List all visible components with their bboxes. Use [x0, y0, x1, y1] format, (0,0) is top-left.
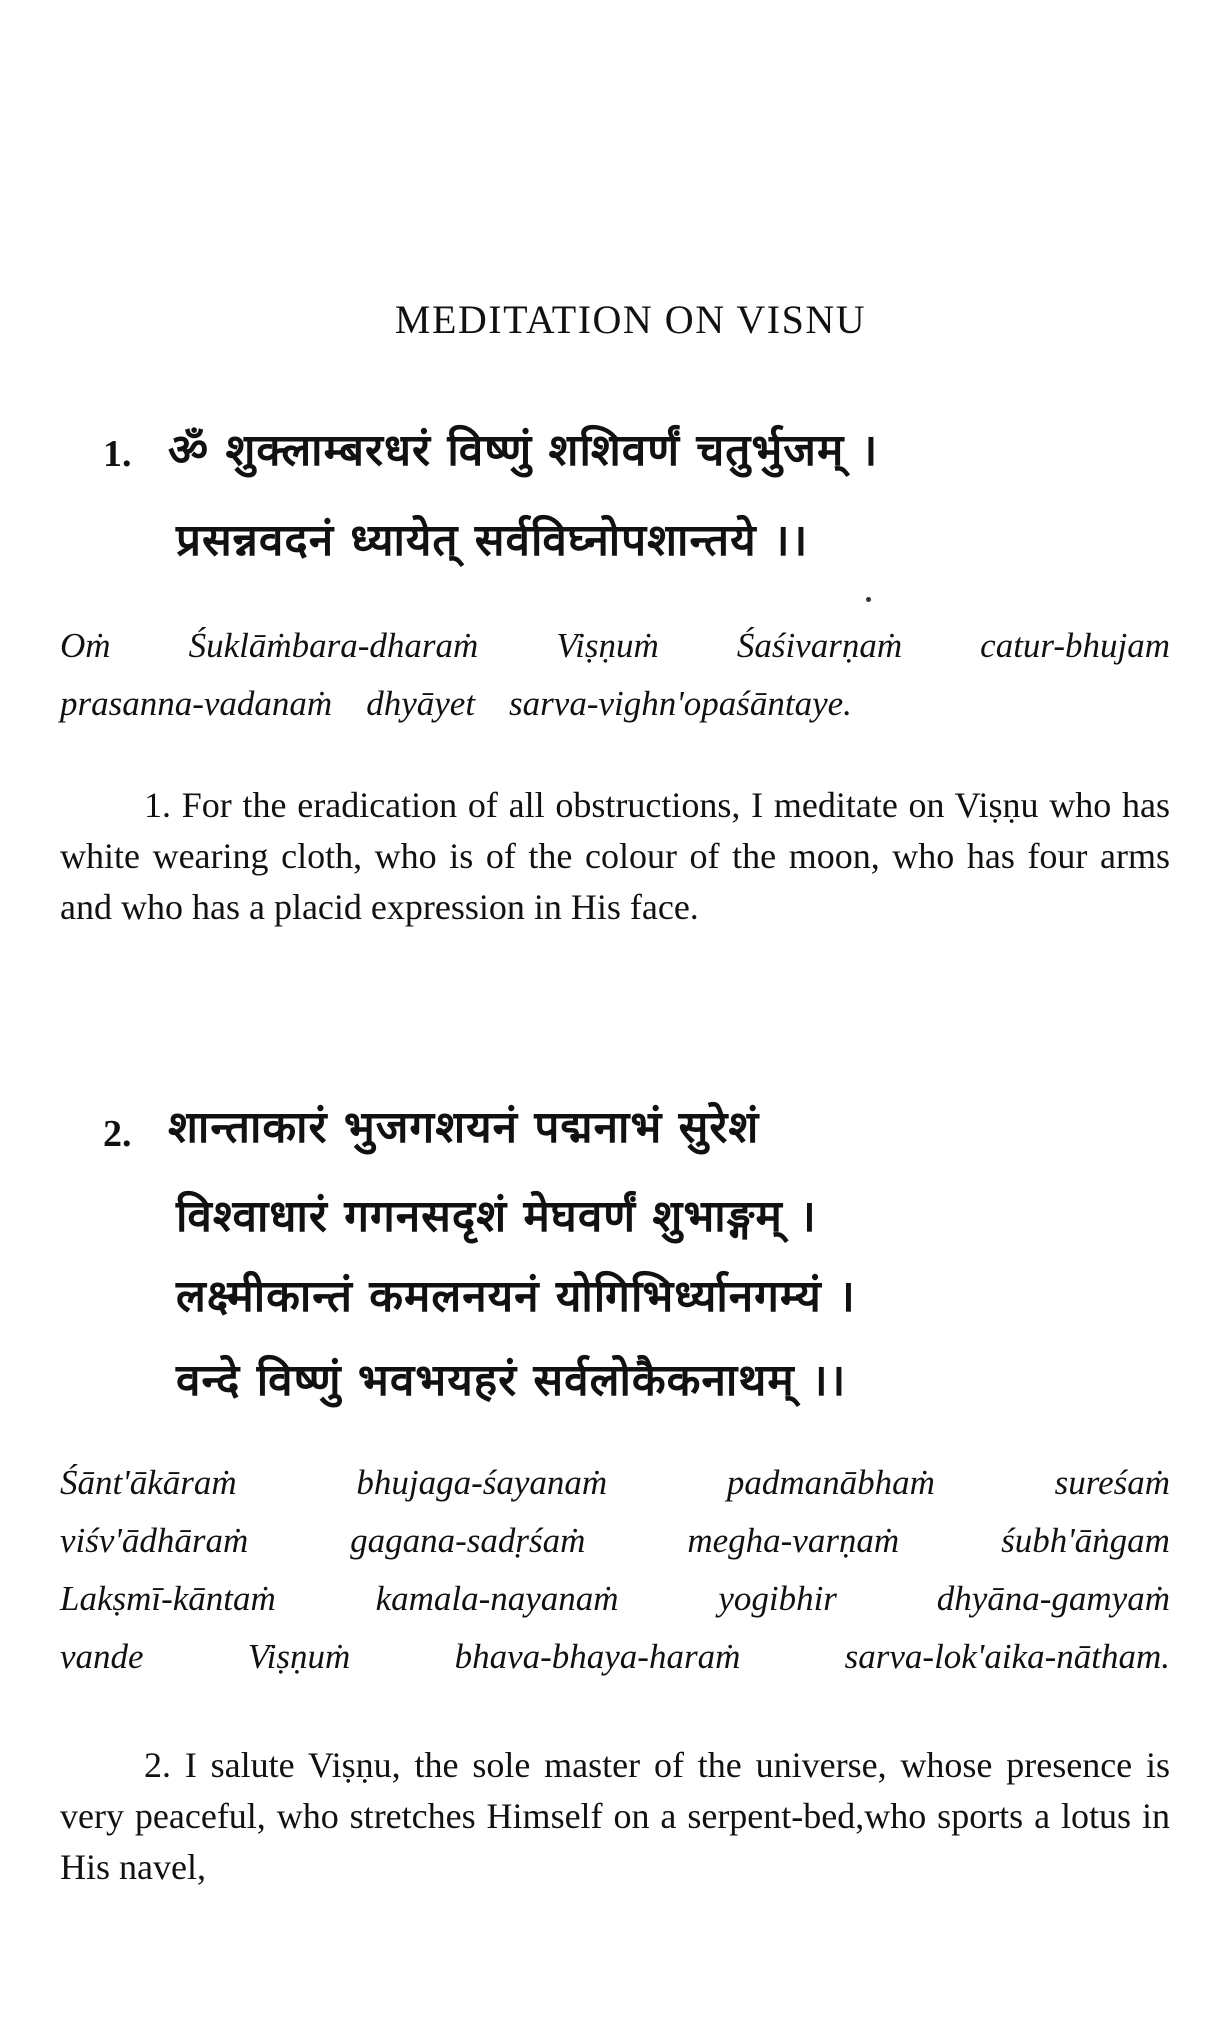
translit-word: kamala-nayanaṁ — [375, 1579, 619, 1618]
translit-word: Lakṣmī-kāntaṁ — [60, 1579, 276, 1618]
translit-word: gagana-sadṛśaṁ — [350, 1521, 586, 1560]
verse-1-transliteration — [60, 617, 1170, 733]
translit-word: Śānt'ākāraṁ — [60, 1463, 237, 1502]
verse-2-sanskrit-line-1: शान्ताकारं भुजगशयनं पद्मनाभं सुरेशं — [168, 1102, 760, 1153]
translit-word: sarva-vighn'opaśāntaye. — [509, 684, 852, 723]
verse-2-translation — [60, 1740, 1170, 1893]
translit-word: bhujaga-śayanaṁ — [356, 1463, 608, 1502]
translit-line — [60, 617, 1170, 675]
print-speck — [866, 597, 871, 602]
translit-line — [60, 1570, 1170, 1628]
translit-word: megha-varṇaṁ — [687, 1521, 900, 1560]
verse-1-number: 1. — [103, 433, 132, 475]
translit-word: śubh'āṅgam — [1001, 1521, 1170, 1560]
translit-line — [60, 1512, 1170, 1570]
translit-word: sureśaṁ — [1054, 1463, 1170, 1502]
translit-word: Viṣṇuṁ — [556, 626, 659, 665]
translit-word: Viṣṇuṁ — [247, 1637, 351, 1676]
translit-word: bhava-bhaya-haraṁ — [454, 1637, 741, 1676]
verse-1-sanskrit-line-1: ॐ शुक्लाम्बरधरं विष्णुं शशिवर्णं चतुर्भुजम् । — [168, 425, 879, 476]
translit-word: padmanābhaṁ — [726, 1463, 935, 1502]
translit-word: sarva-lok'aika-nātham. — [844, 1637, 1170, 1676]
translit-word: viśv'ādhāraṁ — [60, 1521, 249, 1560]
translit-word: yogibhir — [718, 1579, 837, 1618]
verse-2-sanskrit-line-3: लक्ष्मीकान्तं कमलनयनं योगिभिर्ध्यानगम्यं । — [176, 1271, 856, 1322]
verse-1-sanskrit-line-2: प्रसन्नवदनं ध्यायेत् सर्वविघ्नोपशान्तये ।। — [176, 515, 809, 566]
translation-text: 1. For the eradication of all obstructions, I meditate on Viṣṇu who has white wearing cloth, who is of the colour of the moon, who has four arms and who has a placid expression in His face. — [60, 785, 1170, 927]
translit-line — [60, 1628, 1170, 1686]
translit-word: Śaśivarṇaṁ — [736, 626, 903, 665]
verse-1-translation — [60, 780, 1170, 933]
verse-2-sanskrit-line-2: विश्वाधारं गगनसदृशं मेघवर्णं शुभाङ्गम् । — [176, 1191, 817, 1242]
verse-2-transliteration — [60, 1454, 1170, 1686]
verse-2-number: 2. — [103, 1113, 132, 1155]
translit-word: dhyāyet — [366, 684, 476, 723]
translation-text: 2. I salute Viṣṇu, the sole master of the universe, whose presence is very peaceful, who stretches Himself on a serpent-bed,who sports a lotus in His navel, — [60, 1745, 1170, 1887]
translit-word: Oṁ — [60, 626, 111, 665]
translit-line — [60, 1454, 1170, 1512]
verse-2-sanskrit-line-4: वन्दे विष्णुं भवभयहरं सर्वलोकैकनाथम् ।। — [176, 1355, 847, 1406]
translit-word: Śuklāṁbara-dharaṁ — [188, 626, 479, 665]
translit-word: catur-bhujam — [980, 626, 1170, 665]
translit-word: prasanna-vadanaṁ — [60, 684, 333, 723]
translit-word: dhyāna-gamyaṁ — [936, 1579, 1170, 1618]
translit-word: vande — [60, 1637, 144, 1676]
page-title: MEDITATION ON VISNU — [394, 297, 867, 342]
translit-line — [60, 675, 1170, 733]
